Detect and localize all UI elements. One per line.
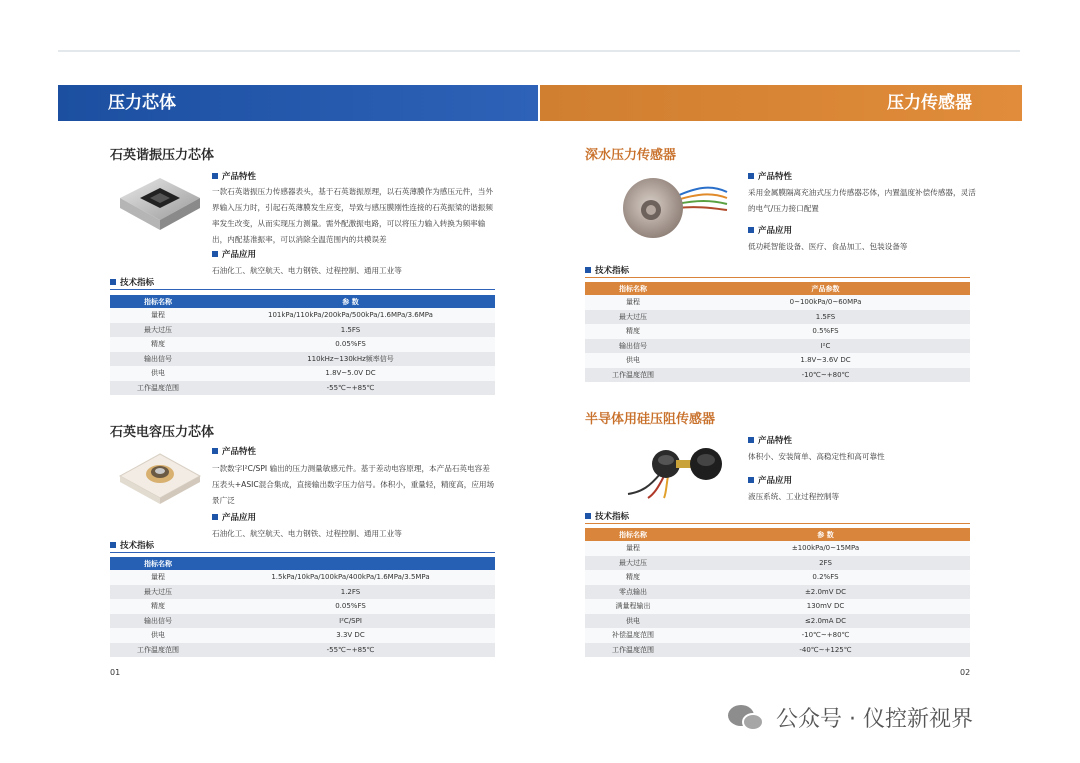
spec-table-4 (585, 528, 970, 657)
table-row: 供电 3.3V DC (110, 628, 495, 643)
application-heading-2: 产品应用 (212, 511, 256, 523)
spec-table-2 (110, 557, 495, 657)
features-heading-3: 产品特性 (748, 170, 792, 182)
spec-table-1 (110, 295, 495, 395)
column-header-key: 指标名称 (585, 528, 681, 541)
square-bullet-icon (748, 227, 754, 233)
application-text-3: 低功耗智能设备、医疗、食品加工、包装设备等 (748, 242, 908, 251)
product-title-piezoresistive: 半导体用硅压阻传感器 (585, 412, 716, 427)
watermark-text: 公众号 · 仪控新视界 (776, 707, 973, 732)
square-bullet-icon (748, 437, 754, 443)
table-row: 精度 0.05%FS (110, 599, 495, 614)
table-row: 量程 101kPa/110kPa/200kPa/500kPa/1.6MPa/3.6MPa (110, 308, 495, 323)
table-row: 量程 ±100kPa/0~15MPa (585, 541, 970, 556)
table-row: 精度 0.05%FS (110, 337, 495, 352)
table-row: 输出信号 I²C (585, 339, 970, 354)
tech-underline-4 (585, 523, 970, 524)
table-row: 最大过压 1.2FS (110, 585, 495, 600)
tech-heading-1: 技术指标 (110, 276, 154, 288)
table-row: 量程 1.5kPa/10kPa/100kPa/400kPa/1.6MPa/3.5MPa (110, 570, 495, 585)
features-text-2: 一款数字I²C/SPI 输出的压力测量敏感元件。基于差动电容原理，本产品石英电容差压表头+ASIC混合集成，直接输出数字压力信号。体积小，重量轻，精度高，应用场景广泛 (212, 464, 495, 505)
square-bullet-icon (212, 514, 218, 520)
product-title-quartz-resonant: 石英谐振压力芯体 (110, 148, 215, 163)
column-header-key: 指标名称 (110, 295, 206, 308)
table-row: 输出信号 110kHz~130kHz频率信号 (110, 352, 495, 367)
watermark (728, 702, 973, 733)
column-header-value: 参 数 (206, 295, 495, 308)
application-text-4: 液压系统、工业过程控制等 (748, 492, 840, 501)
product-title-quartz-capacitive: 石英电容压力芯体 (110, 425, 215, 440)
features-heading-2: 产品特性 (212, 445, 256, 457)
table-row: 工作温度范围 -55℃~+85℃ (110, 381, 495, 396)
table-row: 最大过压 1.5FS (585, 310, 970, 325)
square-bullet-icon (585, 267, 591, 273)
application-text-1: 石油化工、航空航天、电力钢铁、过程控制、通用工业等 (212, 266, 402, 275)
left-banner: 压力芯体 (58, 85, 538, 121)
right-banner: 压力传感器 (540, 85, 1022, 121)
features-heading-4: 产品特性 (748, 434, 792, 446)
piezoresistive-sensor-image (620, 430, 730, 500)
square-bullet-icon (212, 448, 218, 454)
application-text-2: 石油化工、航空航天、电力钢铁、过程控制、通用工业等 (212, 529, 402, 538)
square-bullet-icon (585, 513, 591, 519)
spec-table-3 (585, 282, 970, 382)
square-bullet-icon (748, 477, 754, 483)
quartz-resonant-chip-image (110, 168, 210, 240)
table-row: 最大过压 2FS (585, 556, 970, 571)
features-heading-1: 产品特性 (212, 170, 256, 182)
square-bullet-icon (110, 542, 116, 548)
tech-heading-3: 技术指标 (585, 264, 629, 276)
features-text-3: 采用金属膜隔离充油式压力传感器芯体，内置温度补偿传感器，灵活的电气/压力接口配置 (748, 188, 976, 213)
tech-underline-1 (110, 289, 495, 290)
square-bullet-icon (748, 173, 754, 179)
table-row: 零点输出 ±2.0mV DC (585, 585, 970, 600)
deep-water-sensor-image (615, 166, 730, 248)
table-row: 输出信号 I²C/SPI (110, 614, 495, 629)
column-header-value: 产品参数 (681, 282, 970, 295)
page-number-left: 01 (110, 668, 121, 677)
tech-heading-4: 技术指标 (585, 510, 629, 522)
table-row: 供电 1.8V~3.6V DC (585, 353, 970, 368)
page-number-right: 02 (960, 668, 971, 677)
table-row: 工作温度范围 -40℃~+125℃ (585, 643, 970, 658)
square-bullet-icon (212, 173, 218, 179)
features-text-4: 体积小、安装简单、高稳定性和高可靠性 (748, 452, 885, 461)
table-row: 补偿温度范围 -10℃~+80℃ (585, 628, 970, 643)
table-row: 量程 0~100kPa/0~60MPa (585, 295, 970, 310)
application-heading-1: 产品应用 (212, 248, 256, 260)
quartz-capacitive-chip-image (115, 440, 205, 512)
table-row: 精度 0.5%FS (585, 324, 970, 339)
square-bullet-icon (212, 251, 218, 257)
table-row: 工作温度范围 -55℃~+85℃ (110, 643, 495, 658)
column-header-key: 指标名称 (110, 557, 206, 570)
table-row: 精度 0.2%FS (585, 570, 970, 585)
table-row: 供电 1.8V~5.0V DC (110, 366, 495, 381)
square-bullet-icon (110, 279, 116, 285)
application-heading-4: 产品应用 (748, 474, 792, 486)
table-row: 最大过压 1.5FS (110, 323, 495, 338)
wechat-icon (728, 703, 766, 733)
table-row: 满量程输出 130mV DC (585, 599, 970, 614)
product-title-deep-water: 深水压力传感器 (585, 148, 677, 163)
column-header-key: 指标名称 (585, 282, 681, 295)
top-divider (58, 50, 1020, 52)
tech-underline-2 (110, 552, 495, 553)
tech-underline-3 (585, 277, 970, 278)
application-heading-3: 产品应用 (748, 224, 792, 236)
table-row: 工作温度范围 -10℃~+80℃ (585, 368, 970, 383)
table-row: 供电 ≤2.0mA DC (585, 614, 970, 629)
tech-heading-2: 技术指标 (110, 539, 154, 551)
column-header-value (206, 557, 495, 570)
features-text-1: 一款石英谐振压力传感器表头，基于石英谐振原理，以石英薄膜作为感压元件，当外界输入压力时，引起石英薄膜发生应变，导致与感压膜刚性连接的石英振梁的谐振频率发生改变，从而实现压力测量。需外配激振电路，可以将压力输入转换为频率输出，内配基准振率，可以消除全温范围内的共模误差 (212, 187, 493, 244)
column-header-value: 参 数 (681, 528, 970, 541)
